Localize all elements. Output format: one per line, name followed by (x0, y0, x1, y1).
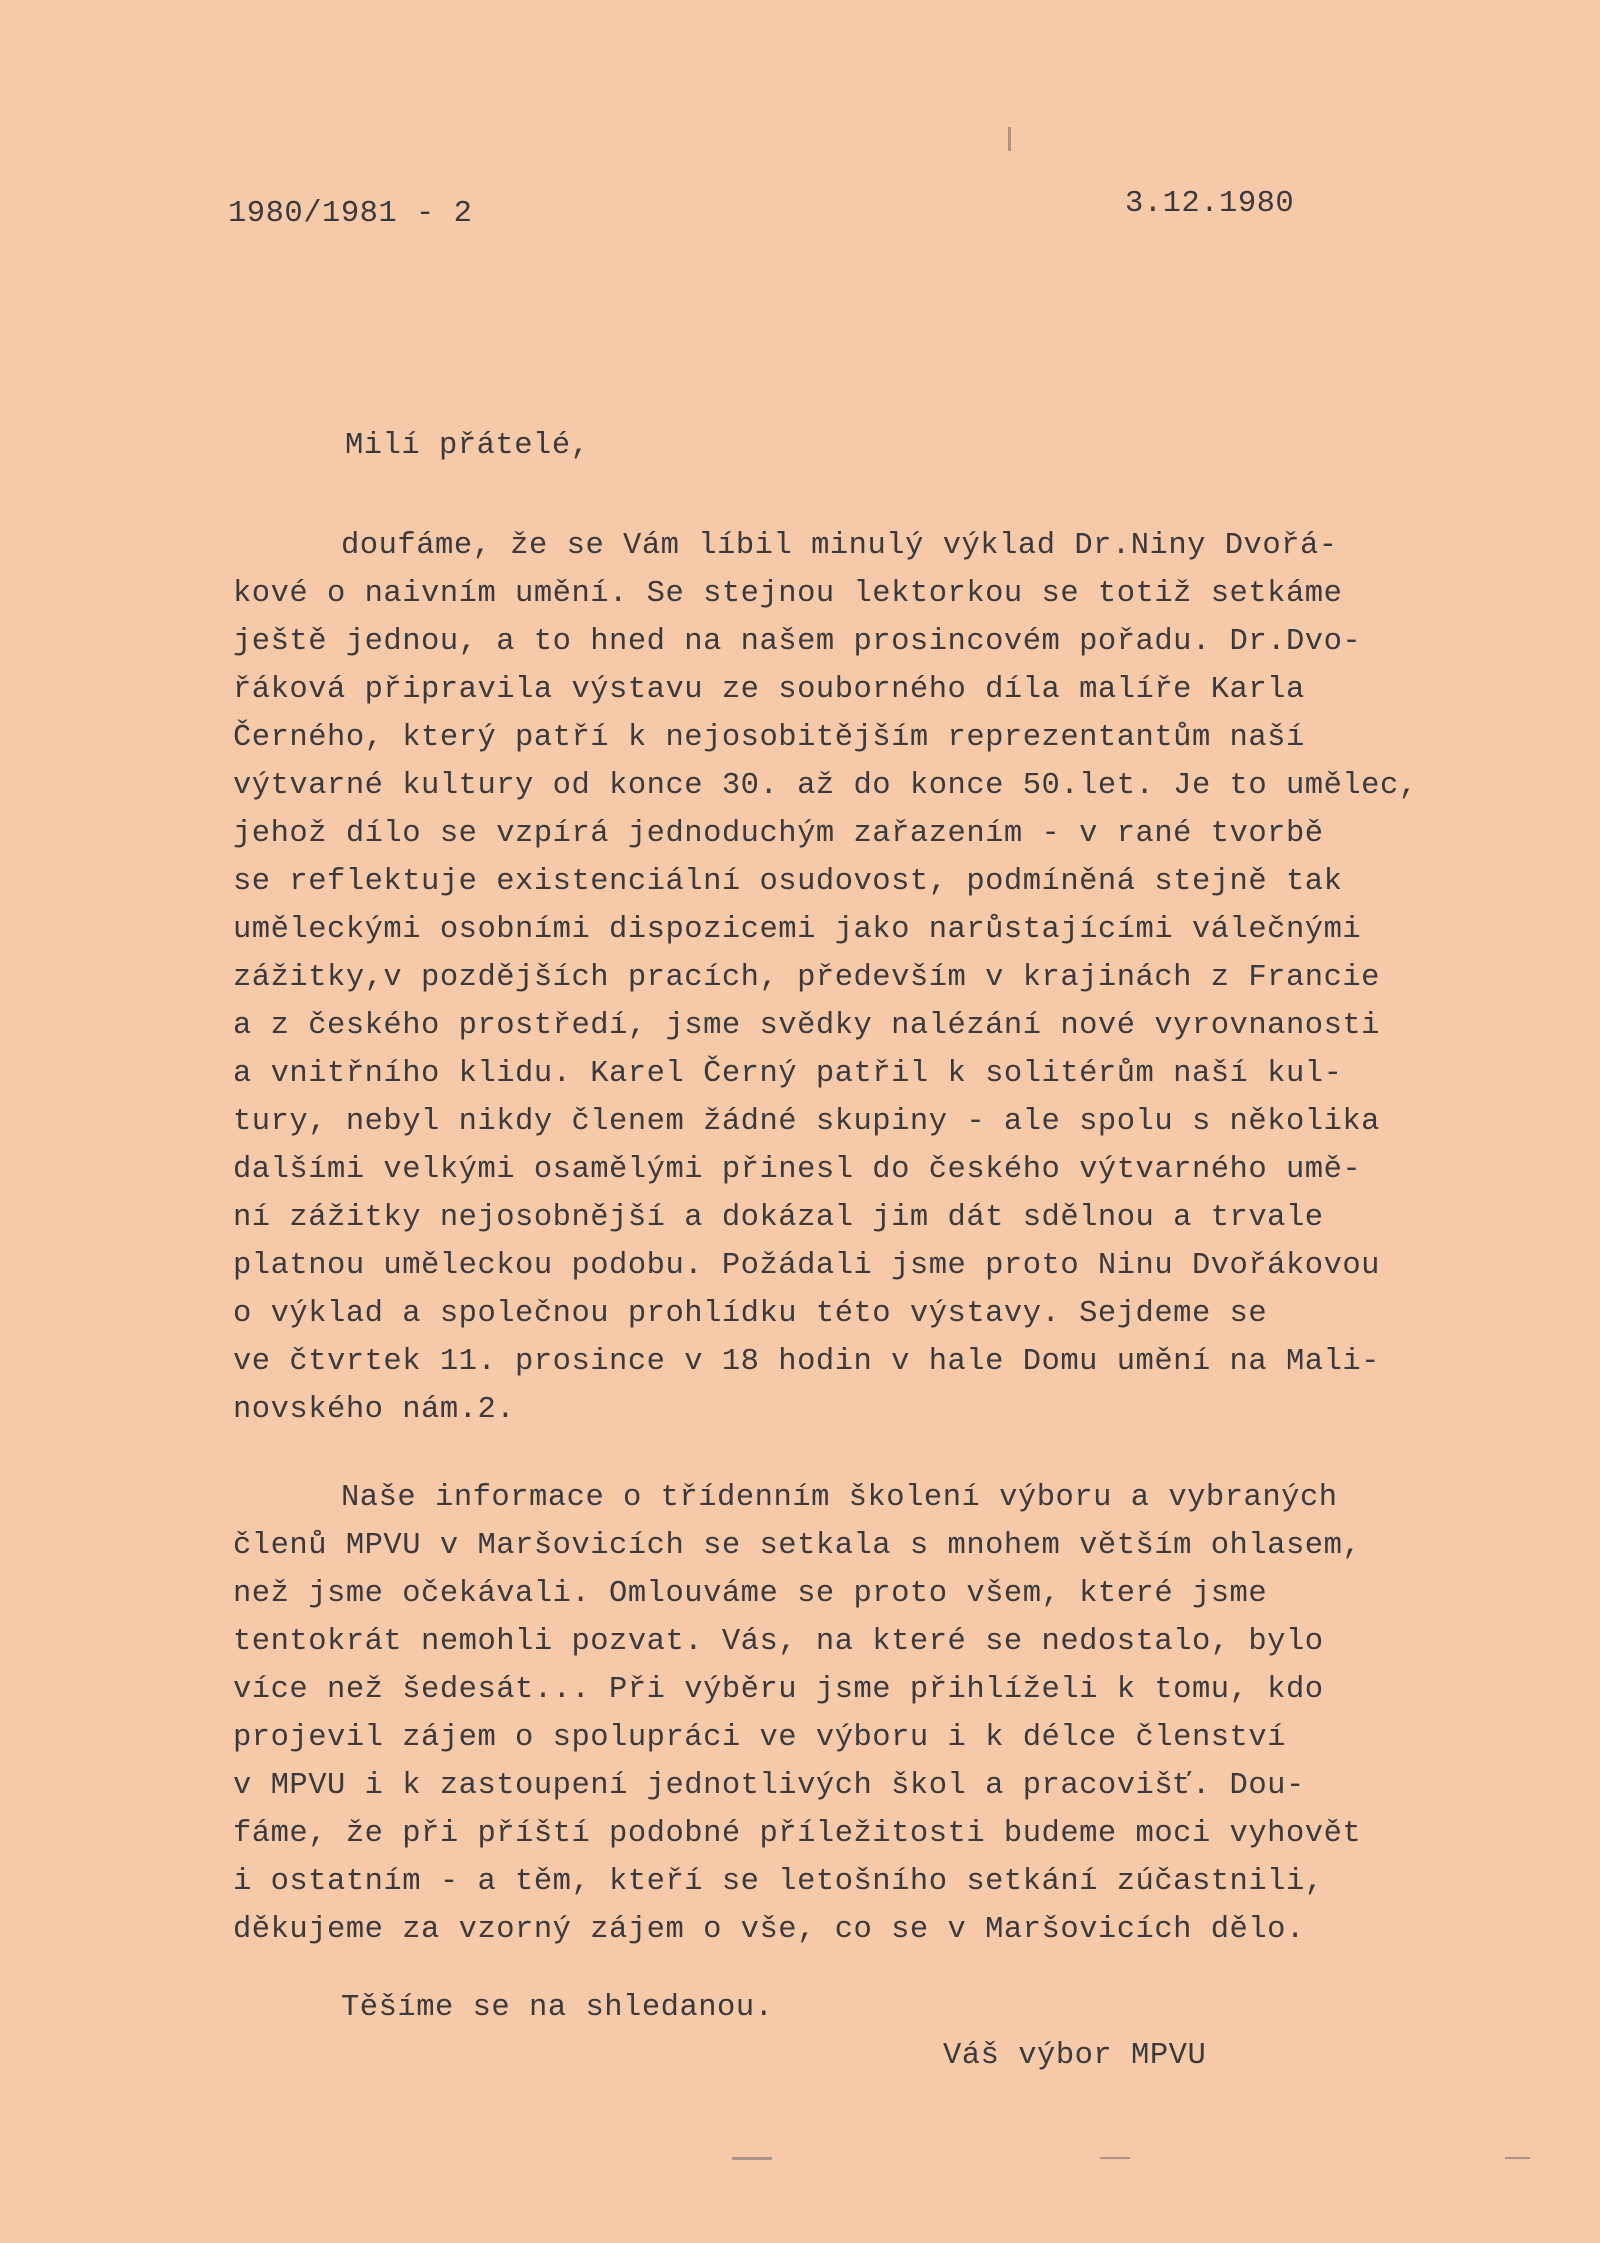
text-line: a z českého prostředí, jsme svědky nalézání nové vyrovnanosti (233, 1009, 1380, 1043)
text-line: i ostatním - a těm, kteří se letošního setkání zúčastnili, (233, 1865, 1324, 1899)
text-line: tury, nebyl nikdy členem žádné skupiny - ale spolu s několika (233, 1105, 1380, 1139)
text-line: ní zážitky nejosobnější a dokázal jim dát sdělnou a trvale (233, 1201, 1324, 1235)
paper-mark (1008, 127, 1011, 151)
text-line: fáme, že při příští podobné příležitosti budeme moci vyhovět (233, 1817, 1362, 1851)
text-line: projevil zájem o spolupráci ve výboru i k délce členství (233, 1721, 1286, 1755)
text-line: výtvarné kultury od konce 30. až do konce 50.let. Je to umělec, (233, 769, 1418, 803)
paragraph-training-info (233, 1474, 1493, 1954)
text-line: děkujeme za vzorný zájem o vše, co se v Maršovicích dělo. (233, 1913, 1305, 1947)
text-line: jehož dílo se vzpírá jednoduchým zařazením - v rané tvorbě (233, 817, 1324, 851)
text-line: kové o naivním umění. Se stejnou lektorkou se totiž setkáme (233, 577, 1343, 611)
text-line: ještě jednou, a to hned na našem prosincovém pořadu. Dr.Dvo- (233, 625, 1362, 659)
text-line: platnou uměleckou podobu. Požádali jsme proto Ninu Dvořákovou (233, 1249, 1380, 1283)
paper-mark (1505, 2157, 1530, 2159)
letter-date: 3.12.1980 (1125, 187, 1295, 221)
text-line: Černého, který patří k nejosobitějším reprezentantům naší (233, 721, 1305, 755)
text-line: se reflektuje existenciální osudovost, podmíněná stejně tak (233, 865, 1343, 899)
text-line: zážitky,v pozdějších pracích, především v krajinách z Francie (233, 961, 1380, 995)
text-line: novského nám.2. (233, 1393, 516, 1427)
text-line: více než šedesát... Při výběru jsme přihlíželi k tomu, kdo (233, 1673, 1324, 1707)
text-line: než jsme očekávali. Omlouváme se proto všem, které jsme (233, 1577, 1268, 1611)
signature: Váš výbor MPVU (943, 2039, 1207, 2073)
text-line: v MPVU i k zastoupení jednotlivých škol a pracovišť. Dou- (233, 1769, 1305, 1803)
text-line: a vnitřního klidu. Karel Černý patřil k solitérům naší kul- (233, 1057, 1343, 1091)
paragraph-exhibition (233, 522, 1493, 1434)
text-line: dalšími velkými osamělými přinesl do českého výtvarného umě- (233, 1153, 1362, 1187)
text-line: ve čtvrtek 11. prosince v 18 hodin v hale Domu umění na Mali- (233, 1345, 1380, 1379)
closing-line: Těšíme se na shledanou. (341, 1991, 774, 2025)
text-line: o výklad a společnou prohlídku této výstavy. Sejdeme se (233, 1297, 1268, 1331)
header-reference: 1980/1981 - 2 (228, 197, 473, 231)
text-line: doufáme, že se Vám líbil minulý výklad Dr.Niny Dvořá- (341, 529, 1338, 563)
text-line: tentokrát nemohli pozvat. Vás, na které se nedostalo, bylo (233, 1625, 1324, 1659)
text-line: řáková připravila výstavu ze souborného díla malíře Karla (233, 673, 1305, 707)
salutation: Milí přátelé, (345, 429, 590, 463)
paper-mark (732, 2157, 772, 2160)
text-line: uměleckými osobními dispozicemi jako narůstajícími válečnými (233, 913, 1362, 947)
text-line: Naše informace o třídenním školení výboru a vybraných (341, 1481, 1338, 1515)
paper-mark (1100, 2157, 1130, 2159)
text-line: členů MPVU v Maršovicích se setkala s mnohem větším ohlasem, (233, 1529, 1362, 1563)
